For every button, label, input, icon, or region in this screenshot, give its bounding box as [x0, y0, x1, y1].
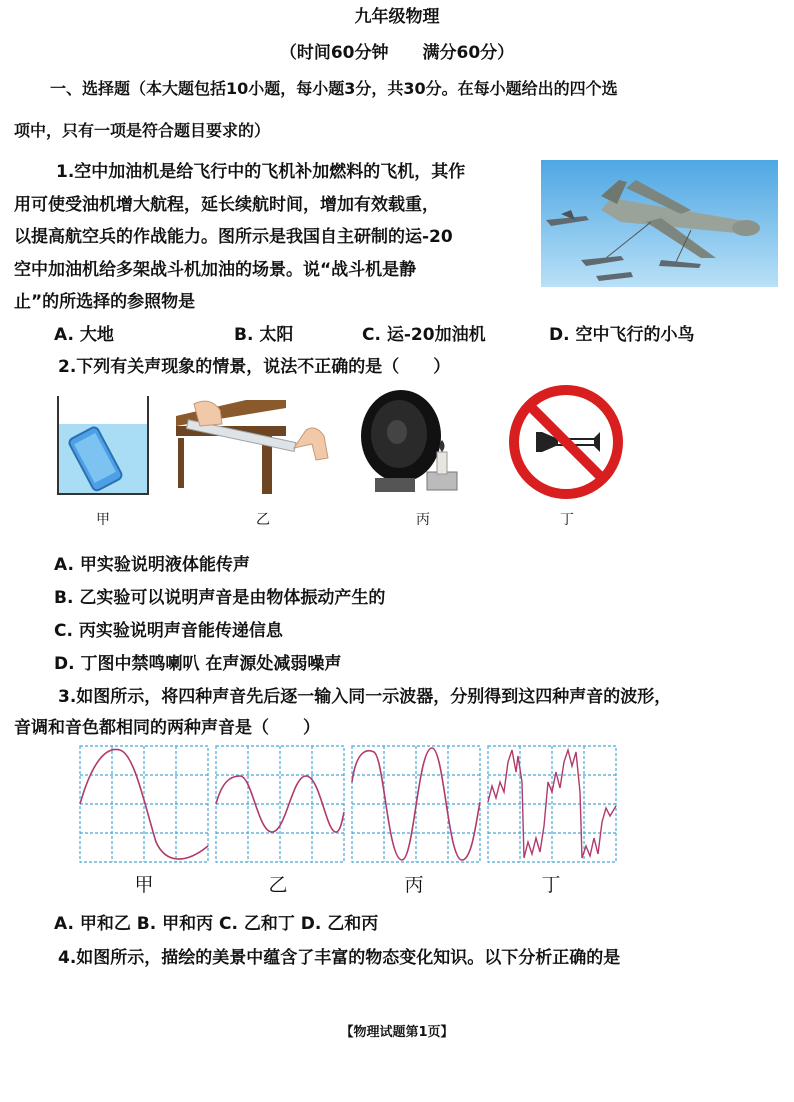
- q1-line: 止”的所选择的参照物是: [14, 292, 196, 312]
- no-horn-sign-figure: [508, 384, 624, 500]
- q2-option-c[interactable]: C. 丙实验说明声音能传递信息: [54, 621, 283, 641]
- page-footer: 【物理试题第1页】: [340, 1025, 454, 1040]
- waveform-panel-yi: [216, 746, 344, 862]
- waveform-panel-jia: [80, 746, 208, 862]
- waveform-panel-ding: [488, 746, 616, 862]
- q3-label-ding: 丁: [541, 874, 561, 896]
- exam-subtitle: （时间60分钟 满分60分）: [279, 43, 515, 63]
- question-1-stem: [14, 156, 534, 319]
- ruler-on-table-figure: [176, 396, 338, 494]
- q2-label-jia: 甲: [96, 512, 110, 528]
- speaker-candle-figure: [355, 386, 467, 498]
- q2-option-d[interactable]: D. 丁图中禁鸣喇叭 在声源处减弱噪声: [54, 654, 342, 674]
- q2-label-ding: 丁: [560, 512, 574, 528]
- q1-line: 1.空中加油机是给飞行中的飞机补加燃料的飞机，其作: [56, 162, 466, 182]
- section-heading-line2: 项中，只有一项是符合题目要求的）: [14, 121, 271, 140]
- q1-line: 以提高航空兵的作战能力。图所示是我国自主研制的运-20: [14, 227, 453, 247]
- q3-label-bing: 丙: [404, 874, 424, 896]
- phone-in-water-figure: [55, 396, 151, 496]
- q2-label-yi: 乙: [256, 512, 270, 528]
- q1-option-a[interactable]: A. 大地: [54, 325, 114, 345]
- q2-label-bing: 丙: [416, 512, 430, 528]
- q2-option-b[interactable]: B. 乙实验可以说明声音是由物体振动产生的: [54, 588, 386, 608]
- section-heading-line1: 一、选择题（本大题包括10小题，每小题3分，共30分。在每小题给出的四个选: [50, 79, 618, 98]
- question-3-stem-line1: 3.如图所示，将四种声音先后逐一输入同一示波器，分别得到这四种声音的波形，: [58, 687, 672, 707]
- q3-label-jia: 甲: [134, 874, 154, 896]
- question-2-stem: 2.下列有关声现象的情景，说法不正确的是（ ）: [58, 357, 451, 377]
- q1-option-c[interactable]: C. 运-20加油机: [362, 325, 486, 345]
- waveform-panel-bing: [352, 746, 480, 862]
- question-3-stem-line2: 音调和音色都相同的两种声音是（ ）: [14, 718, 320, 738]
- aerial-refueling-image: [541, 160, 778, 287]
- q1-line: 用可使受油机增大航程，延长续航时间，增加有效载重，: [14, 194, 439, 215]
- q1-option-b[interactable]: B. 太阳: [234, 325, 294, 345]
- question-4-stem: 4.如图所示，描绘的美景中蕴含了丰富的物态变化知识。以下分析正确的是: [58, 948, 621, 968]
- q3-options[interactable]: A. 甲和乙 B. 甲和丙 C. 乙和丁 D. 乙和丙: [54, 914, 379, 934]
- page-title: 九年级物理: [354, 7, 440, 27]
- q3-label-yi: 乙: [268, 874, 288, 896]
- q1-line: 空中加油机给多架战斗机加油的场景。说“战斗机是静: [14, 259, 417, 280]
- q1-option-d[interactable]: D. 空中飞行的小鸟: [549, 325, 695, 345]
- oscilloscope-waveforms: [76, 742, 618, 866]
- q2-option-a[interactable]: A. 甲实验说明液体能传声: [54, 555, 250, 575]
